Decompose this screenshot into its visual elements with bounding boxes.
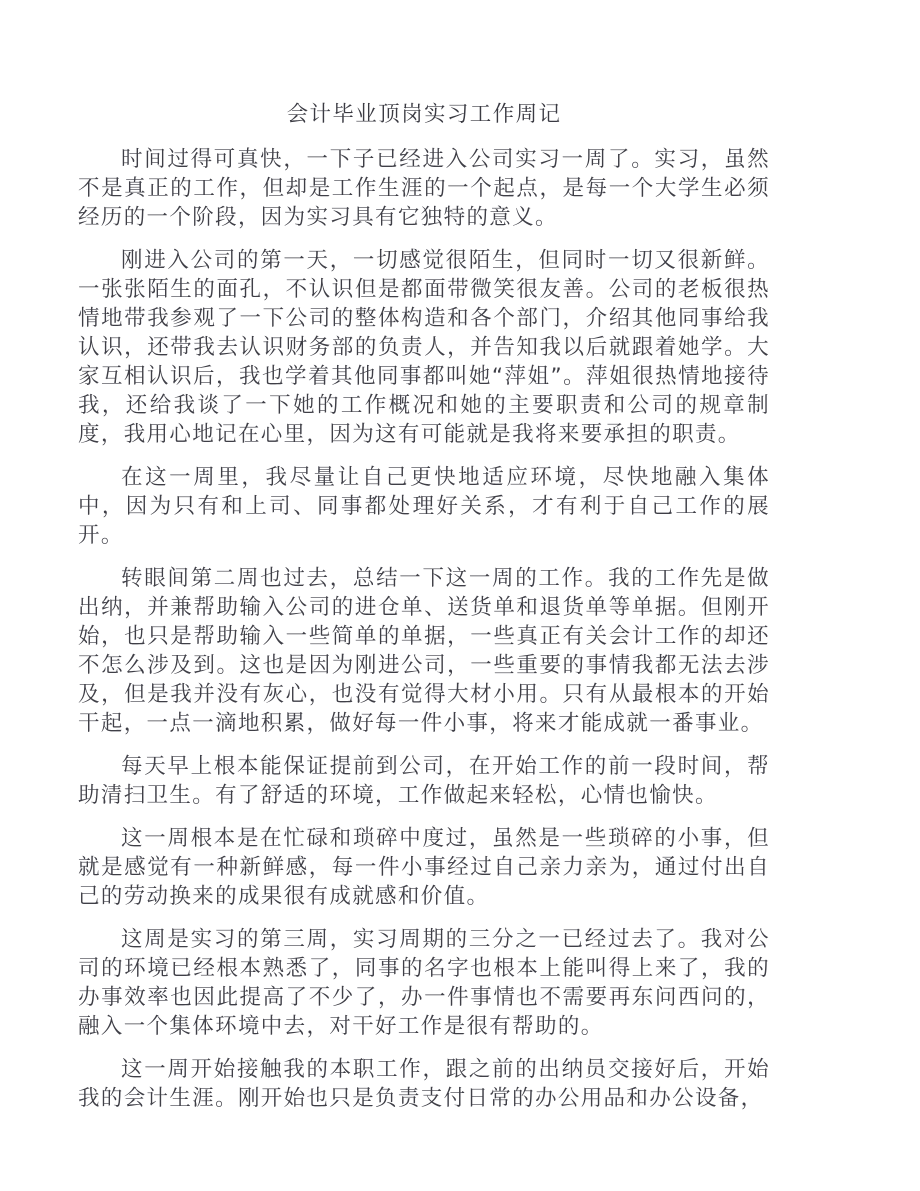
paragraph: 这周是实习的第三周，实习周期的三分之一已经过去了。我对公司的环境已经根本熟悉了，同事的名字也根本上能叫得上来了，我的办事效率也因此提高了不少了，办一件事情也不需要再东问西问的，融入一个集体环境中去，对干好工作是很有帮助的。 (78, 927, 770, 1039)
paragraph: 转眼间第二周也过去，总结一下这一周的工作。我的工作先是做出纳，并兼帮助输入公司的进仓单、送货单和退货单等单据。但刚开始，也只是帮助输入一些简单的单据，一些真正有关会计工作的却还不怎么涉及到。这也是因为刚进公司，一些重要的事情我都无法去涉及，但是我并没有灰心，也没有觉得大材小用。只有从最根本的开始干起，一点一滴地积累，做好每一件小事，将来才能成就一番事业。 (78, 566, 770, 736)
paragraph: 时间过得可真快，一下子已经进入公司实习一周了。实习，虽然不是真正的工作，但却是工作生涯的一个起点，是每一个大学生必须经历的一个阶段，因为实习具有它独特的意义。 (78, 147, 770, 230)
paragraph: 这一周根本是在忙碌和琐碎中度过，虽然是一些琐碎的小事，但就是感觉有一种新鲜感，每一件小事经过自己亲力亲为，通过付出自己的劳动换来的成果很有成就感和价值。 (78, 826, 770, 909)
paragraph: 刚进入公司的第一天，一切感觉很陌生，但同时一切又很新鲜。一张张陌生的面孔，不认识但是都面带微笑很友善。公司的老板很热情地带我参观了一下公司的整体构造和各个部门，介绍其他同事给我认识，还带我去认识财务部的负责人，并告知我以后就跟着她学。大家互相认识后，我也学着其他同事都叫她“萍姐”。萍姐很热情地接待我，还给我谈了一下她的工作概况和她的主要职责和公司的规章制度，我用心地记在心里，因为这有可能就是我将来要承担的职责。 (78, 248, 770, 447)
paragraph: 在这一周里，我尽量让自己更快地适应环境，尽快地融入集体中，因为只有和上司、同事都处理好关系，才有利于自己工作的展开。 (78, 465, 770, 548)
paragraph: 每天早上根本能保证提前到公司，在开始工作的前一段时间，帮助清扫卫生。有了舒适的环境，工作做起来轻松，心情也愉快。 (78, 754, 770, 808)
paragraph: 这一周开始接触我的本职工作，跟之前的出纳员交接好后，开始我的会计生涯。刚开始也只是负责支付日常的办公用品和办公设备， (78, 1057, 770, 1111)
document-text-block (78, 100, 770, 1113)
document-title: 会计毕业顶岗实习工作周记 (286, 102, 562, 127)
